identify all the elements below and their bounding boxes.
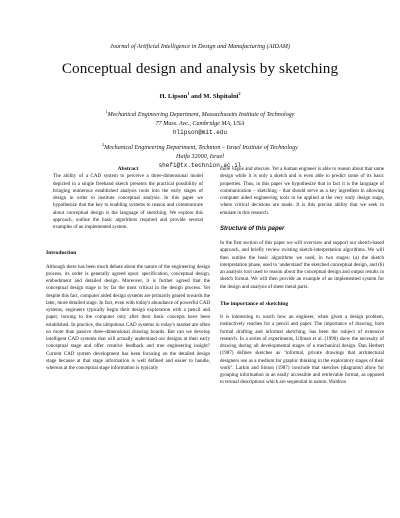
- author-line: [0, 91, 400, 100]
- author-1-marker: 1: [187, 91, 190, 96]
- affiliation-1-department: Mechanical Engineering Department, Massachusetts Institute of Technology: [107, 112, 295, 119]
- structure-heading: Structure of this paper: [220, 225, 285, 232]
- affiliation-1-address: 77 Mass. Ave., Cambridge MA, USA: [155, 120, 245, 127]
- structure-text: In the first section of this paper we will overview and support our sketch-based approach, and briefly review existing sketch-interpretation algorithms. We will then outline the basic algorithms we used, in two stages: (a) the sketch interpretation phase, used to 'understand' the sketched conceptual design, and (b) an analysis tool used to reason about the conceptual design and output results in sketch format. We will then provide an example of an implemented system for the design and analysis of sheet metal parts.: [220, 240, 384, 290]
- affiliation-1-email: hlipson@mit.edu: [172, 128, 227, 136]
- paper-title: Conceptual design and analysis by sketching: [61, 60, 339, 77]
- affiliation-1: [0, 108, 400, 137]
- affiliation-2-marker: 2: [102, 142, 105, 147]
- affiliation-2-department: Mechanical Engineering Department, Technion – Israel Institute of Technology: [104, 145, 298, 152]
- author-1: H. Lipson: [159, 93, 188, 101]
- introduction-continuation: more vague and obscure. Yet a human engineer is able to reason about that same design while it is only a sketch and is even able to predict some of its basic properties. Thus, in this paper we hypothesize that in fact it is the language of communication – sketching – that should serve as a key ingredient in allowing computer aided engineering tools to be applied at the very early design stage, where critical decisions are made. It is this precise ability that we seek to emulate in this research.: [220, 166, 384, 216]
- importance-text: It is interesting to watch how an engineer, when given a design problem, instinctively reaches for a pencil and paper. The importance of drawing, both formal drafting and informal sketching, has been the subject of extensive research. In a series of experiments, Ullman et al. (1990) show the necessity of drawing during all developmental stages of a mechanical design. Dan Herbert (1987) defines sketches as "informal, private drawings that architectural designers use as a medium for graphic thinking in the exploratory stages of their work". Larkin and Simon (1987) conclude that sketches (diagrams) allow for grouping information in an easily accessible and retrievable format, as opposed to textual descriptions which are sequential in nature. Waldron: [220, 314, 384, 386]
- abstract-text: The ability of a CAD system to perceive a three-dimensional model depicted in a single freehand sketch presents the practical possibility of bringing numerous established analysis tools into the early stages of design in order to institute conceptual analysis. In this paper we hypothesize that the key to enabling systems to reason and communicate about conceptual design is the language of sketching. We explore this approach, outline the basic algorithms required and provide several examples of an implemented system.: [53, 173, 203, 230]
- affiliation-2-address: Haifa 32000, Israel: [176, 153, 224, 160]
- left-column: [46, 166, 210, 372]
- introduction-text: Although there has been much debate about the nature of the engineering design process, its order is generally agreed upon: specification, conceptual design, embodiment and detailed design. Moreover, it is further agreed that the conceptual design stage is by far the most critical in the design process. Yet despite this fact, computer aided design systems are primarily geared towards the later, more detailed stage. In fact, even with today's abundance of powerful CAD systems, engineers typically begin their design exploration with a pencil and paper, turning to the computer only after their basic concepts have been established. In practice, the ubiquitous CAD systems in today's market are often no more than passive three-dimensional drawing boards. But can we develop intelligent CAD systems that will actually understand our designs at their early conceptual stage and offer creative feedback and true engineering insight? Current CAD system development has been focusing on the detailed design stage because at that stage information is well defined and easier to handle, whereas at the conceptual stage information is typically: [46, 263, 210, 371]
- importance-heading: The importance of sketching: [220, 300, 289, 307]
- journal-name: Journal of Artificial Intelligence in Design and Manufacturing (AIDAM): [110, 43, 290, 50]
- author-2-marker: 2: [238, 91, 241, 96]
- introduction-heading: Introduction: [46, 250, 77, 257]
- abstract-heading: Abstract: [117, 166, 139, 172]
- affiliation-1-marker: 1: [105, 109, 108, 114]
- author-conjunction: and: [189, 93, 204, 101]
- author-2: M. Shpitalni: [203, 93, 239, 101]
- affiliation-2-email: shefi@tx.technion.ac.il: [158, 161, 242, 169]
- right-column: [220, 166, 384, 387]
